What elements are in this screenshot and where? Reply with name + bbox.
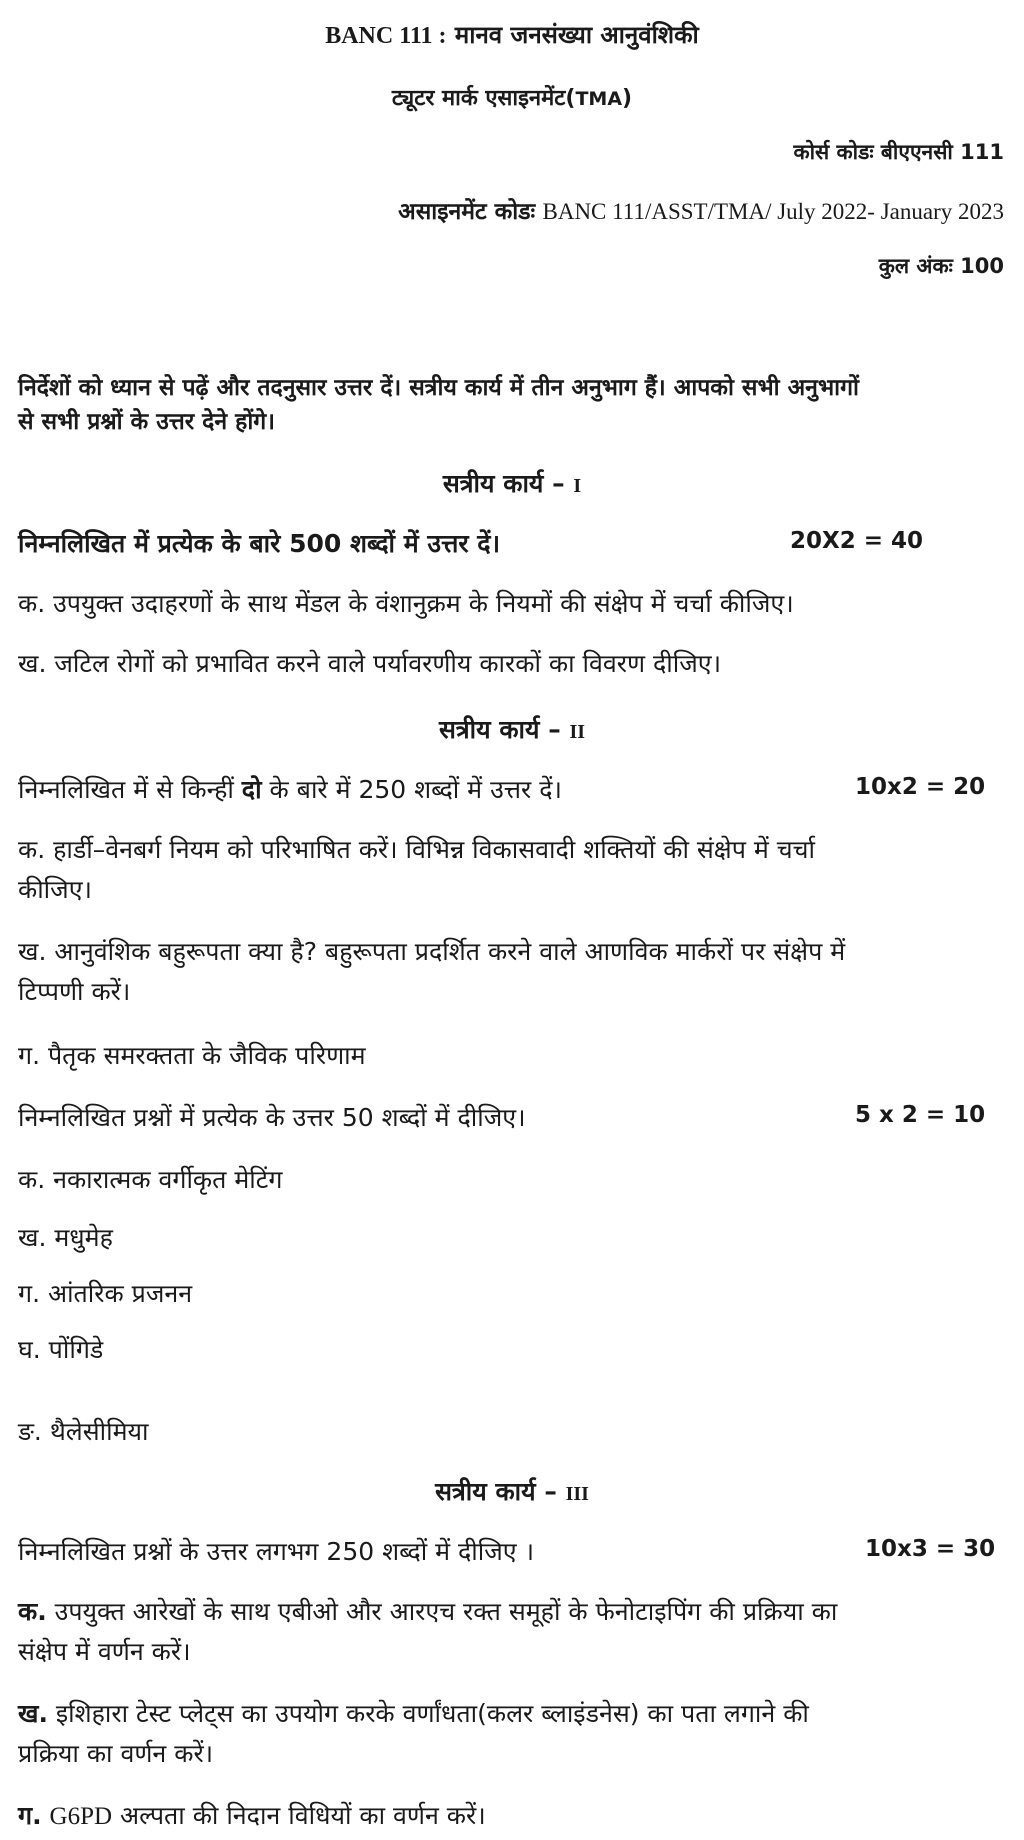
section-3-question-b-line-2: प्रक्रिया का वर्णन करें।: [18, 1739, 214, 1768]
title-text: मानव जनसंख्या आनुवंशिकी: [454, 21, 699, 49]
short-question-e: ङ. थैलेसीमिया: [18, 1417, 149, 1446]
total-marks-label: कुल अंकः: [878, 254, 953, 278]
assignment-code-value: BANC 111/ASST/TMA/ July 2022- January 2023: [542, 199, 1004, 224]
course-code: [793, 138, 1004, 166]
section-2-question-b-line-2: टिप्पणी करें।: [18, 977, 131, 1006]
assignment-code-label: असाइनमेंट कोडः: [398, 199, 536, 225]
total-marks: [879, 252, 1004, 280]
section-2-heading: सत्रीय कार्य – II: [438, 715, 586, 744]
section-2-short-instruction: निम्नलिखित प्रश्नों में प्रत्येक के उत्तर 50 शब्दों में दीजिए।: [18, 1103, 526, 1132]
short-question-b: ख. मधुमेह: [18, 1223, 113, 1252]
section-2-question-a-line-1: क. हार्डी–वेनबर्ग नियम को परिभाषित करें। विभिन्न विकासवादी शक्तियों की संक्षेप में चर्चा: [18, 835, 815, 864]
section-1-heading: सत्रीय कार्य – I: [442, 469, 582, 498]
section-1-question-a: क. उपयुक्त उदाहरणों के साथ मेंडल के वंशानुक्रम के नियमों की संक्षेप में चर्चा कीजिए।: [18, 589, 794, 618]
section-2-question-a-line-2: कीजिए।: [18, 875, 93, 904]
course-code-value: बीएएनसी 111: [880, 140, 1004, 164]
section-3-question-a-line-2: संक्षेप में वर्णन करें।: [18, 1637, 191, 1666]
section-3-question-b-line-1: ख. इशिहारा टेस्ट प्लेट्स का उपयोग करके वर्णांधता(कलर ब्लाइंडनेस) का पता लगाने की: [18, 1699, 809, 1728]
section-2-question-b-line-1: ख. आनुवंशिक बहुरूपता क्या है? बहुरूपता प्रदर्शित करने वाले आणविक मार्करों पर संक्षेप में: [18, 937, 846, 966]
short-question-c: ग. आंतरिक प्रजनन: [18, 1279, 193, 1308]
course-code-label: कोर्स कोडः: [793, 140, 874, 164]
section-3-heading: सत्रीय कार्य – III: [435, 1477, 589, 1506]
section-1-question-b: ख. जटिल रोगों को प्रभावित करने वाले पर्यावरणीय कारकों का विवरण दीजिए।: [18, 649, 722, 678]
title-course-code: BANC 111 :: [325, 23, 447, 49]
short-question-d: घ. पोंगिडे: [18, 1335, 104, 1364]
section-2-marks: 10x2 = 20: [855, 774, 986, 800]
assignment-code: [398, 194, 1004, 226]
document-subtitle: ट्यूटर मार्क एसाइनमेंट(TMA): [391, 86, 633, 111]
section-3-question-a-line-1: क. उपयुक्त आरेखों के साथ एबीओ और आरएच रक्त समूहों के फेनोटाइपिंग की प्रक्रिया का: [18, 1597, 838, 1626]
section-2-short-marks: 5 x 2 = 10: [855, 1102, 986, 1128]
section-2-instruction: निम्नलिखित में से किन्हीं दो के बारे में 250 शब्दों में उत्तर दें।: [18, 775, 562, 804]
short-question-a: क. नकारात्मक वर्गीकृत मेटिंग: [18, 1165, 283, 1194]
section-3-instruction: निम्नलिखित प्रश्नों के उत्तर लगभग 250 शब्दों में दीजिए ।: [18, 1537, 535, 1566]
section-2-question-c: ग. पैतृक समरक्तता के जैविक परिणाम: [18, 1041, 366, 1070]
instructions-line-1: निर्देशों को ध्यान से पढ़ें और तदनुसार उत्तर दें। सत्रीय कार्य में तीन अनुभाग हैं। आपको सभी अनुभागों: [18, 375, 859, 401]
section-3-marks: 10x3 = 30: [865, 1536, 996, 1562]
total-marks-value: 100: [960, 254, 1004, 278]
section-1-marks: 20X2 = 40: [790, 528, 924, 554]
document-title: [0, 18, 1024, 51]
section-1-instruction: निम्नलिखित में प्रत्येक के बारे 500 शब्दों में उत्तर दें।: [18, 529, 501, 558]
instructions-line-2: से सभी प्रश्नों के उत्तर देने होंगे।: [18, 409, 275, 435]
section-3-question-c: ग. G6PD अल्पता की निदान विधियों का वर्णन करें।: [18, 1801, 486, 1830]
